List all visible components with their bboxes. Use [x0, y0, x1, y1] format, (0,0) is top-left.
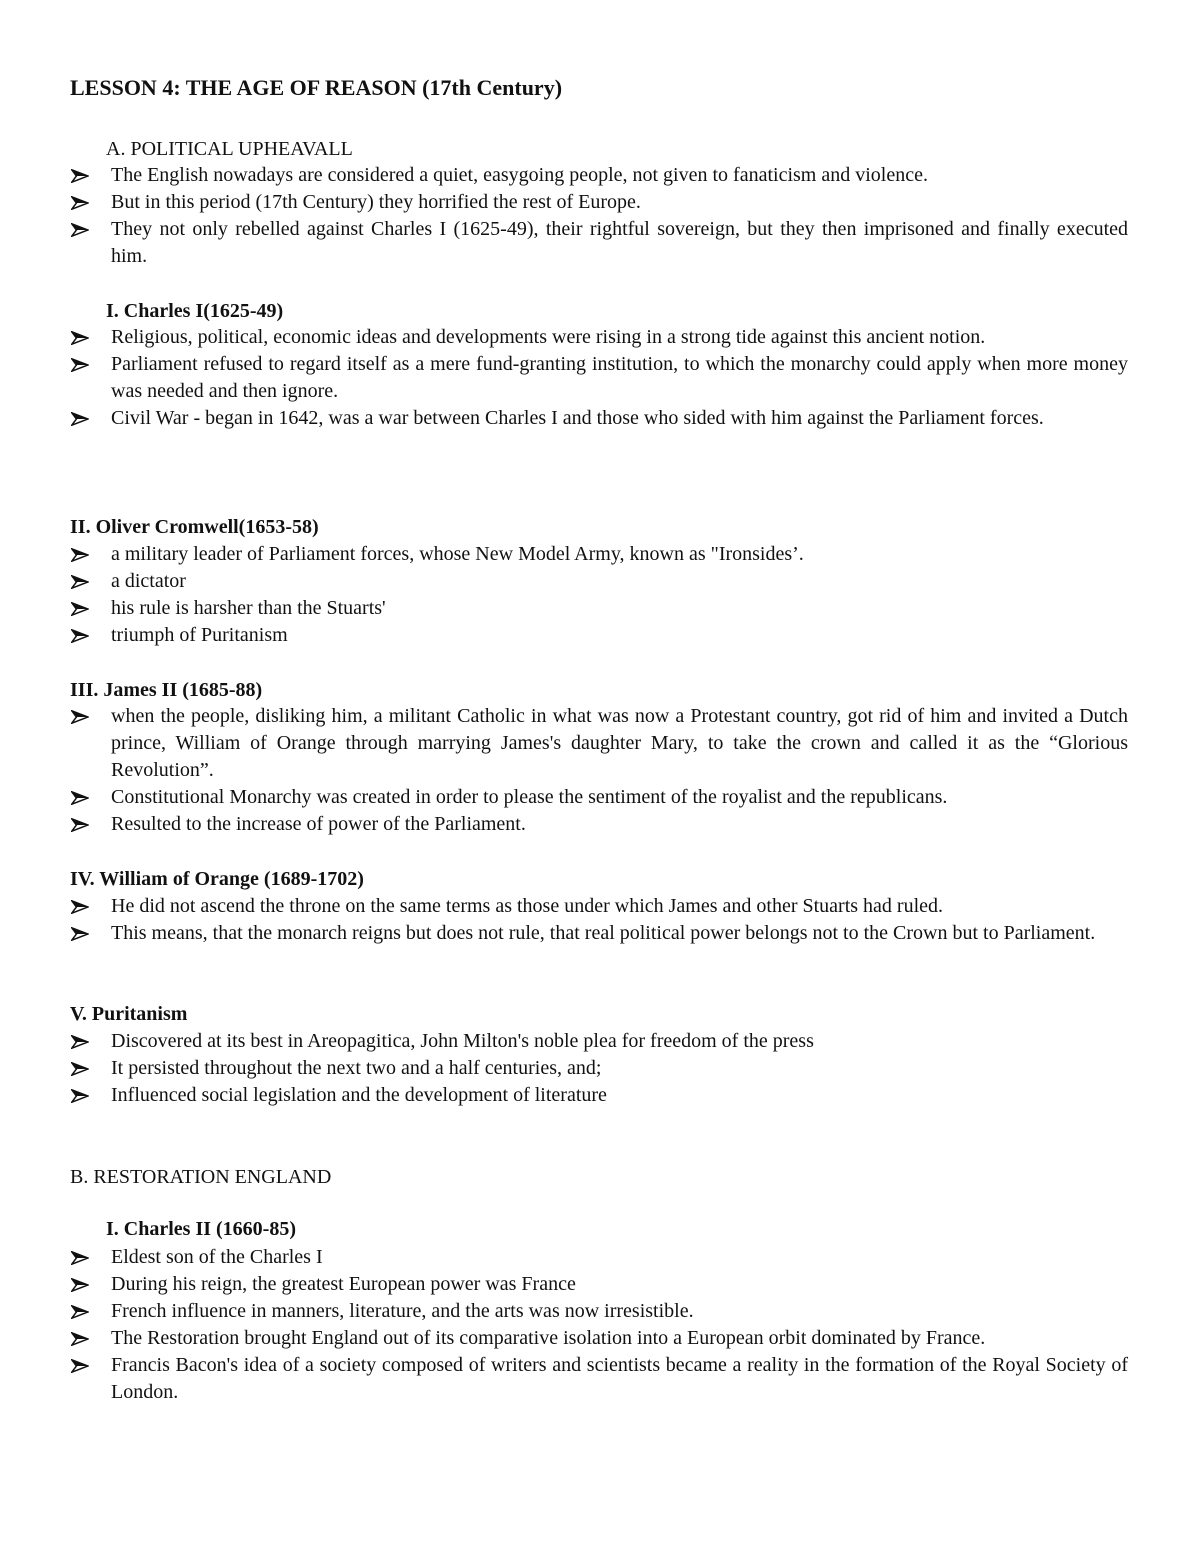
arrowhead-bullet-icon — [71, 893, 95, 920]
list-item: a military leader of Parliament forces, whose New Model Army, known as "Ironsides’. — [70, 541, 1128, 568]
arrowhead-bullet-icon — [71, 162, 95, 189]
arrowhead-bullet-icon — [71, 622, 95, 649]
lesson-title: LESSON 4: THE AGE OF REASON (17th Century) — [70, 75, 563, 100]
puritanism-heading: V. Puritanism — [70, 1003, 188, 1025]
charles-ii-heading: I. Charles II (1660-85) — [106, 1218, 296, 1240]
list-item: It persisted throughout the next two and a half centuries, and; — [70, 1055, 1128, 1082]
list-item: The Restoration brought England out of its comparative isolation into a European orbit dominated by France. — [70, 1325, 1128, 1352]
james-ii-heading: III. James II (1685-88) — [70, 679, 263, 701]
arrowhead-bullet-icon — [71, 1028, 95, 1055]
cromwell-list — [70, 541, 1128, 649]
list-item: triumph of Puritanism — [70, 622, 1128, 649]
william-list — [70, 893, 1128, 947]
list-item: Eldest son of the Charles I — [70, 1244, 1128, 1271]
arrowhead-bullet-icon — [71, 324, 95, 351]
list-item: They not only rebelled against Charles I (1625-49), their rightful sovereign, but they then imprisoned and finally executed him. — [70, 216, 1128, 270]
list-item: He did not ascend the throne on the same terms as those under which James and other Stuarts had ruled. — [70, 893, 1128, 920]
arrowhead-bullet-icon — [71, 1244, 95, 1271]
arrowhead-bullet-icon — [71, 920, 95, 947]
arrowhead-bullet-icon — [71, 541, 95, 568]
arrowhead-bullet-icon — [71, 1271, 95, 1298]
arrowhead-bullet-icon — [71, 1325, 95, 1352]
puritanism-list — [70, 1028, 1128, 1109]
list-item: Influenced social legislation and the development of literature — [70, 1082, 1128, 1109]
arrowhead-bullet-icon — [71, 189, 95, 216]
list-item: Parliament refused to regard itself as a mere fund-granting institution, to which the monarchy could apply when more money was needed and then ignore. — [70, 351, 1128, 405]
arrowhead-bullet-icon — [71, 811, 95, 838]
charles-ii-list — [70, 1244, 1128, 1406]
arrowhead-bullet-icon — [71, 1352, 95, 1379]
list-item: French influence in manners, literature, and the arts was now irresistible. — [70, 1298, 1128, 1325]
section-b-heading: B. RESTORATION ENGLAND — [70, 1166, 332, 1188]
list-item: But in this period (17th Century) they horrified the rest of Europe. — [70, 189, 1128, 216]
list-item: The English nowadays are considered a quiet, easygoing people, not given to fanaticism and violence. — [70, 162, 1128, 189]
arrowhead-bullet-icon — [71, 216, 95, 243]
list-item: his rule is harsher than the Stuarts' — [70, 595, 1128, 622]
arrowhead-bullet-icon — [71, 703, 95, 730]
arrowhead-bullet-icon — [71, 1298, 95, 1325]
list-item: Resulted to the increase of power of the Parliament. — [70, 811, 1128, 838]
list-item: Civil War - began in 1642, was a war between Charles I and those who sided with him against the Parliament forces. — [70, 405, 1128, 432]
arrowhead-bullet-icon — [71, 784, 95, 811]
list-item: This means, that the monarch reigns but does not rule, that real political power belongs not to the Crown but to Parliament. — [70, 920, 1128, 947]
list-item: Francis Bacon's idea of a society composed of writers and scientists became a reality in the formation of the Royal Society of London. — [70, 1352, 1128, 1406]
arrowhead-bullet-icon — [71, 405, 95, 432]
arrowhead-bullet-icon — [71, 1082, 95, 1109]
list-item: Constitutional Monarchy was created in order to please the sentiment of the royalist and the republicans. — [70, 784, 1128, 811]
list-item: when the people, disliking him, a militant Catholic in what was now a Protestant country, got rid of him and invited a Dutch prince, William of Orange through marrying James's daughter Mary, to take the crown and called it as the “Glorious Revolution”. — [70, 703, 1128, 784]
james-ii-list — [70, 703, 1128, 838]
charles-i-list — [70, 324, 1128, 432]
arrowhead-bullet-icon — [71, 1055, 95, 1082]
charles-i-heading: I. Charles I(1625-49) — [106, 300, 284, 322]
section-a-list — [70, 162, 1128, 270]
william-heading: IV. William of Orange (1689-1702) — [70, 868, 364, 890]
section-a-heading: A. POLITICAL UPHEAVALL — [106, 138, 353, 160]
arrowhead-bullet-icon — [71, 595, 95, 622]
arrowhead-bullet-icon — [71, 568, 95, 595]
cromwell-heading: II. Oliver Cromwell(1653-58) — [70, 516, 319, 538]
list-item: Religious, political, economic ideas and developments were rising in a strong tide against this ancient notion. — [70, 324, 1128, 351]
arrowhead-bullet-icon — [71, 351, 95, 378]
list-item: a dictator — [70, 568, 1128, 595]
list-item: During his reign, the greatest European power was France — [70, 1271, 1128, 1298]
list-item: Discovered at its best in Areopagitica, John Milton's noble plea for freedom of the press — [70, 1028, 1128, 1055]
